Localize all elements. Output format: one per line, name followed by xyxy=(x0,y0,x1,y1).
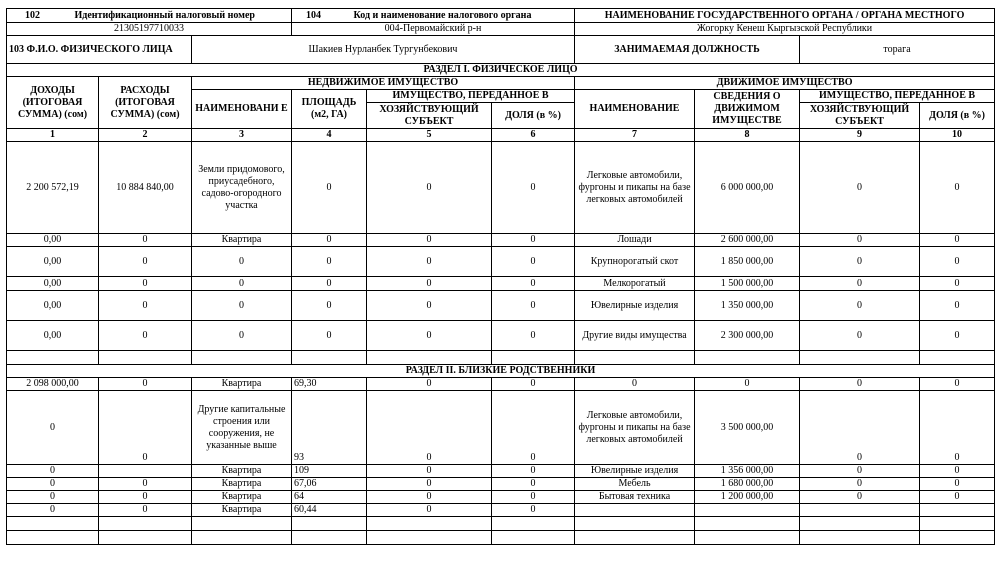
table-cell: 0 xyxy=(367,234,492,247)
table-cell: 0 xyxy=(367,478,492,491)
table-cell: 0 xyxy=(800,478,920,491)
tax-value: 004-Первомайский р-н xyxy=(292,23,575,36)
table-cell: 0 xyxy=(575,378,695,391)
table-cell: 1 356 000,00 xyxy=(695,465,800,478)
table-cell: 0 xyxy=(367,465,492,478)
empty-row xyxy=(7,531,995,545)
table-cell: 0 xyxy=(367,504,492,517)
table-cell: Лошади xyxy=(575,234,695,247)
table-cell: 0 xyxy=(492,491,575,504)
table-cell: Ювелирные изделия xyxy=(575,465,695,478)
table-row xyxy=(7,504,995,517)
table-cell: 0 xyxy=(800,491,920,504)
table-row xyxy=(7,391,995,465)
table-cell: 0 xyxy=(920,142,995,234)
table-cell: 0 xyxy=(367,378,492,391)
table-cell: 0,00 xyxy=(7,247,99,277)
table-cell: 2 300 000,00 xyxy=(695,321,800,351)
table-cell: 0 xyxy=(920,234,995,247)
table-cell: 6 000 000,00 xyxy=(695,142,800,234)
table-cell: 0 xyxy=(492,504,575,517)
table-cell: 0 xyxy=(367,247,492,277)
table-cell: 0 xyxy=(492,277,575,291)
table-cell: 0 xyxy=(920,478,995,491)
col-num: 3 xyxy=(192,129,292,142)
tin-label: Идентификационный налоговый номер xyxy=(74,9,255,21)
table-cell: 0 xyxy=(800,465,920,478)
table-cell: 0,00 xyxy=(7,321,99,351)
table-cell: 0 xyxy=(367,391,492,465)
table-cell: 0 xyxy=(920,291,995,321)
table-cell: Ювелирные изделия xyxy=(575,291,695,321)
col-num: 4 xyxy=(292,129,367,142)
table-row xyxy=(7,247,995,277)
table-row xyxy=(7,465,995,478)
table-cell: 0 xyxy=(920,247,995,277)
col-entity: ХОЗЯЙСТВУЮЩИЙ СУБЪЕКТ xyxy=(367,103,492,129)
table-cell: 0 xyxy=(800,247,920,277)
table-cell: 2 600 000,00 xyxy=(695,234,800,247)
table-cell: 0 xyxy=(920,391,995,465)
table-row xyxy=(7,234,995,247)
col-real-estate: НЕДВИЖИМОЕ ИМУЩЕСТВО xyxy=(192,77,575,90)
table-cell: 0 xyxy=(292,321,367,351)
col-transferred-2: ИМУЩЕСТВО, ПЕРЕДАННОЕ В xyxy=(800,90,995,103)
table-cell: 0 xyxy=(492,378,575,391)
table-cell: 0,00 xyxy=(7,277,99,291)
tin-header xyxy=(7,9,292,23)
table-cell: 0 xyxy=(800,321,920,351)
table-cell: 67,06 xyxy=(292,478,367,491)
col-num: 7 xyxy=(575,129,695,142)
table-cell: 0 xyxy=(367,291,492,321)
table-cell xyxy=(800,504,920,517)
table-cell: 0 xyxy=(800,378,920,391)
table-cell: 0,00 xyxy=(7,291,99,321)
table-cell: 10 884 840,00 xyxy=(99,142,192,234)
table-cell: Другие капитальные строения или сооружения, не указанные выше xyxy=(192,391,292,465)
table-cell: 0 xyxy=(800,277,920,291)
table-cell: 0 xyxy=(292,234,367,247)
table-cell: Легковые автомобили, фургоны и пикапы на базе легковых автомобилей xyxy=(575,391,695,465)
tax-header xyxy=(292,9,575,23)
table-cell: 0 xyxy=(292,291,367,321)
table-cell: 0 xyxy=(920,378,995,391)
table-cell: 0 xyxy=(99,391,192,465)
table-row xyxy=(7,321,995,351)
table-cell: 0 xyxy=(99,247,192,277)
position-value: торага xyxy=(800,36,995,64)
table-cell: 1 680 000,00 xyxy=(695,478,800,491)
fio-label: 103 Ф.И.О. ФИЗИЧЕСКОГО ЛИЦА xyxy=(7,36,192,64)
table-cell: 0 xyxy=(292,277,367,291)
tin-code: 102 xyxy=(25,9,40,21)
col-num: 9 xyxy=(800,129,920,142)
col-share-2: ДОЛЯ (в %) xyxy=(920,103,995,129)
table-cell xyxy=(99,465,192,478)
col-name-mv: НАИМЕНОВАНИЕ xyxy=(575,90,695,129)
table-cell: Квартира xyxy=(192,504,292,517)
table-cell: Легковые автомобили, фургоны и пикапы на базе легковых автомобилей xyxy=(575,142,695,234)
col-movable: ДВИЖИМОЕ ИМУЩЕСТВО xyxy=(575,77,995,90)
table-cell: 0 xyxy=(800,142,920,234)
table-cell: 0 xyxy=(492,247,575,277)
col-transferred: ИМУЩЕСТВО, ПЕРЕДАННОЕ В xyxy=(367,90,575,103)
table-cell: 3 500 000,00 xyxy=(695,391,800,465)
col-share: ДОЛЯ (в %) xyxy=(492,103,575,129)
table-cell: 0 xyxy=(800,391,920,465)
table-row xyxy=(7,142,995,234)
org-label: НАИМЕНОВАНИЕ ГОСУДАРСТВЕННОГО ОРГАНА / ОРГАНА МЕСТНОГО xyxy=(575,9,995,23)
table-cell: 0 xyxy=(492,234,575,247)
table-cell: 0 xyxy=(99,291,192,321)
table-cell: 0 xyxy=(7,465,99,478)
col-entity-2: ХОЗЯЙСТВУЮЩИЙ СУБЪЕКТ xyxy=(800,103,920,129)
table-cell: 0 xyxy=(7,391,99,465)
table-cell: Мелкорогатый xyxy=(575,277,695,291)
col-num: 10 xyxy=(920,129,995,142)
table-cell: 0 xyxy=(192,321,292,351)
table-cell: 60,44 xyxy=(292,504,367,517)
table-cell: 0 xyxy=(192,291,292,321)
table-cell: 0 xyxy=(920,465,995,478)
position-label: ЗАНИМАЕМАЯ ДОЛЖНОСТЬ xyxy=(575,36,800,64)
table-cell: 0 xyxy=(492,391,575,465)
table-cell: 64 xyxy=(292,491,367,504)
table-cell: 0 xyxy=(99,491,192,504)
table-cell: Квартира xyxy=(192,378,292,391)
table-row xyxy=(7,277,995,291)
empty-row xyxy=(7,351,995,365)
table-cell: Квартира xyxy=(192,491,292,504)
table-cell: 0 xyxy=(292,142,367,234)
col-num: 1 xyxy=(7,129,99,142)
tax-label: Код и наименование налогового органа xyxy=(353,9,532,21)
table-cell: Квартира xyxy=(192,234,292,247)
table-cell: 0 xyxy=(920,491,995,504)
col-num: 8 xyxy=(695,129,800,142)
table-cell: 0 xyxy=(99,478,192,491)
section2-title: РАЗДЕЛ II. БЛИЗКИЕ РОДСТВЕННИКИ xyxy=(7,365,995,378)
table-cell: 0 xyxy=(7,491,99,504)
col-num: 5 xyxy=(367,129,492,142)
table-cell: 0 xyxy=(695,378,800,391)
table-cell: 0 xyxy=(99,504,192,517)
table-cell: 1 350 000,00 xyxy=(695,291,800,321)
table-cell: 0 xyxy=(492,465,575,478)
col-area: ПЛОЩАДЬ (м2, ГА) xyxy=(292,90,367,129)
table-cell: Бытовая техника xyxy=(575,491,695,504)
table-cell: Крупнорогатый скот xyxy=(575,247,695,277)
table-cell: 0 xyxy=(492,321,575,351)
table-cell: 1 850 000,00 xyxy=(695,247,800,277)
table-row xyxy=(7,291,995,321)
table-cell: 0 xyxy=(367,321,492,351)
col-name-re: НАИМЕНОВАНИ Е xyxy=(192,90,292,129)
table-cell: 0 xyxy=(99,321,192,351)
table-cell: Другие виды имущества xyxy=(575,321,695,351)
table-cell: 0 xyxy=(192,277,292,291)
table-cell: 0 xyxy=(7,478,99,491)
declaration-table xyxy=(6,8,995,545)
table-cell: 0 xyxy=(7,504,99,517)
table-cell: 1 200 000,00 xyxy=(695,491,800,504)
table-row xyxy=(7,478,995,491)
empty-row xyxy=(7,517,995,531)
table-cell: 109 xyxy=(292,465,367,478)
tin-value: 21305197710033 xyxy=(7,23,292,36)
table-cell xyxy=(575,504,695,517)
table-cell: 0 xyxy=(292,247,367,277)
table-cell: 93 xyxy=(292,391,367,465)
table-cell: 0 xyxy=(99,378,192,391)
table-cell: 69,30 xyxy=(292,378,367,391)
col-num: 6 xyxy=(492,129,575,142)
table-cell: Земли придомового, приусадебного, садово-огородного участка xyxy=(192,142,292,234)
table-cell xyxy=(695,504,800,517)
table-cell: 0 xyxy=(800,234,920,247)
table-cell: 0 xyxy=(99,234,192,247)
org-value: Жогорку Кенеш Кыргызской Республики xyxy=(575,23,995,36)
table-cell: 1 500 000,00 xyxy=(695,277,800,291)
table-cell: Мебель xyxy=(575,478,695,491)
table-cell: 0 xyxy=(192,247,292,277)
table-cell: 0 xyxy=(920,321,995,351)
table-cell: 0 xyxy=(492,142,575,234)
table-cell: 0,00 xyxy=(7,234,99,247)
table-row xyxy=(7,491,995,504)
table-row xyxy=(7,378,995,391)
table-cell: Квартира xyxy=(192,478,292,491)
table-cell: Квартира xyxy=(192,465,292,478)
fio-value: Шакиев Нурланбек Тургунбекович xyxy=(192,36,575,64)
table-cell: 0 xyxy=(367,491,492,504)
table-cell: 2 098 000,00 xyxy=(7,378,99,391)
col-num: 2 xyxy=(99,129,192,142)
table-cell: 0 xyxy=(367,277,492,291)
table-cell: 0 xyxy=(800,291,920,321)
table-cell: 0 xyxy=(492,478,575,491)
col-income: ДОХОДЫ (ИТОГОВАЯ СУММА) (сом) xyxy=(7,77,99,129)
section1-title: РАЗДЕЛ I. ФИЗИЧЕСКОЕ ЛИЦО xyxy=(7,64,995,77)
table-cell: 0 xyxy=(367,142,492,234)
table-cell: 0 xyxy=(492,291,575,321)
table-cell: 0 xyxy=(920,277,995,291)
table-cell: 2 200 572,19 xyxy=(7,142,99,234)
col-expenses: РАСХОДЫ (ИТОГОВАЯ СУММА) (сом) xyxy=(99,77,192,129)
table-cell xyxy=(920,504,995,517)
tax-code: 104 xyxy=(306,9,322,21)
col-info-mv: СВЕДЕНИЯ О ДВИЖИМОМ ИМУЩЕСТВЕ xyxy=(695,90,800,129)
table-cell: 0 xyxy=(99,277,192,291)
